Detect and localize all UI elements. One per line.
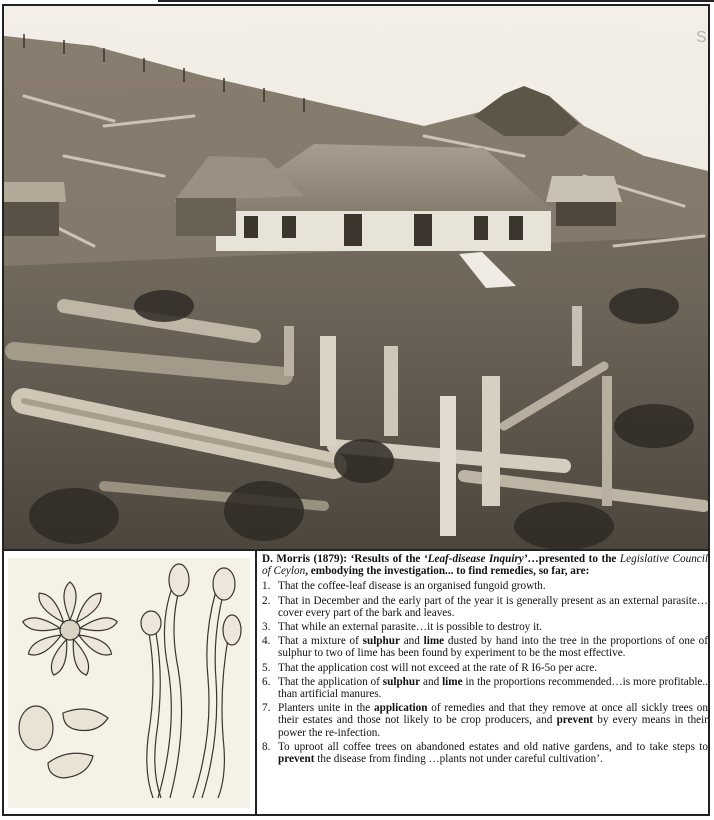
finding-emphasis: lime [423, 635, 445, 648]
finding-text-part: the disease from finding …plants not under careful cultivation’. [314, 753, 603, 766]
finding-item [262, 662, 708, 674]
finding-text-part: of remedies and that they remove at once all sickly trees on their estates and those not likely to be crop producers, and [278, 702, 708, 727]
finding-text-part: dusted by hand into the tree in the proportions of one of sulphur to two of lime has been found by experiment to be the most effective. [278, 635, 708, 660]
finding-text [278, 702, 708, 739]
findings-list [262, 580, 708, 765]
finding-emphasis: lime [442, 675, 463, 688]
photo-watermark: S [696, 29, 707, 46]
finding-text-part: That while an external parasite…it is possible to destroy it. [278, 621, 543, 634]
finding-text-part: by every means in their power the re-infection. [278, 714, 708, 739]
finding-text [278, 676, 708, 700]
finding-text-part: and [420, 675, 443, 688]
finding-item [262, 621, 708, 633]
citation-title-open: ‘Results of the [350, 553, 424, 565]
fungus-sketch [8, 558, 250, 808]
vertical-divider [255, 551, 257, 814]
finding-emphasis: application [374, 702, 428, 715]
finding-emphasis: prevent [556, 714, 594, 727]
citation-text-panel [262, 553, 708, 815]
finding-item [262, 580, 708, 592]
finding-number: 5. [262, 661, 271, 674]
finding-number: 2. [262, 594, 271, 607]
finding-text-part: That in December and the early part of the year it is generally present as an external parasite…cover every part of the bark and leaves. [278, 594, 708, 619]
citation-council: Legislative Council of Ceylon [262, 553, 708, 578]
finding-text-part: and [399, 635, 424, 648]
finding-text-part: To uproot all coffee trees on abandoned estates and old native gardens, and to take steps to [278, 740, 708, 753]
finding-text [278, 595, 708, 619]
finding-number: 7. [262, 702, 271, 715]
citation-title-end: , embodying the investigation... to find remedies, so far, are: [305, 565, 590, 578]
horizontal-divider [4, 549, 708, 551]
finding-text [278, 662, 708, 674]
finding-item [262, 702, 708, 739]
finding-text-part: in the proportions recommended…is more profitable.. than artificial manures. [278, 675, 708, 701]
finding-item [262, 741, 708, 765]
citation-title-italic: ‘Leaf-disease Inquiry’ [423, 553, 528, 565]
finding-number: 1. [262, 580, 271, 593]
citation-title-mid: …presented to the [527, 553, 620, 565]
finding-item [262, 635, 708, 659]
finding-item [262, 676, 708, 700]
finding-text-part: That the application cost will not exceed at the rate of R I6-5o per acre. [278, 661, 598, 674]
finding-text [278, 741, 708, 765]
finding-text [278, 635, 708, 659]
finding-text [278, 621, 708, 633]
finding-text-part: That the application of [278, 675, 383, 688]
finding-emphasis: sulphur [382, 675, 421, 688]
finding-emphasis: sulphur [362, 635, 400, 648]
citation-intro [262, 553, 708, 577]
finding-text-part: Planters unite in the [278, 702, 375, 715]
top-rule [158, 0, 714, 2]
finding-text [278, 580, 708, 592]
citation-author: D. Morris (1879): [262, 553, 351, 565]
finding-number: 3. [262, 621, 271, 634]
historical-photograph [4, 6, 708, 550]
finding-emphasis: prevent [278, 753, 315, 766]
finding-number: 8. [262, 740, 271, 753]
finding-text-part: That the coffee-leaf disease is an organised fungoid growth. [278, 580, 546, 593]
finding-number: 6. [262, 675, 271, 688]
finding-number: 4. [262, 635, 271, 648]
finding-item [262, 595, 708, 619]
finding-text-part: That a mixture of [278, 635, 363, 648]
